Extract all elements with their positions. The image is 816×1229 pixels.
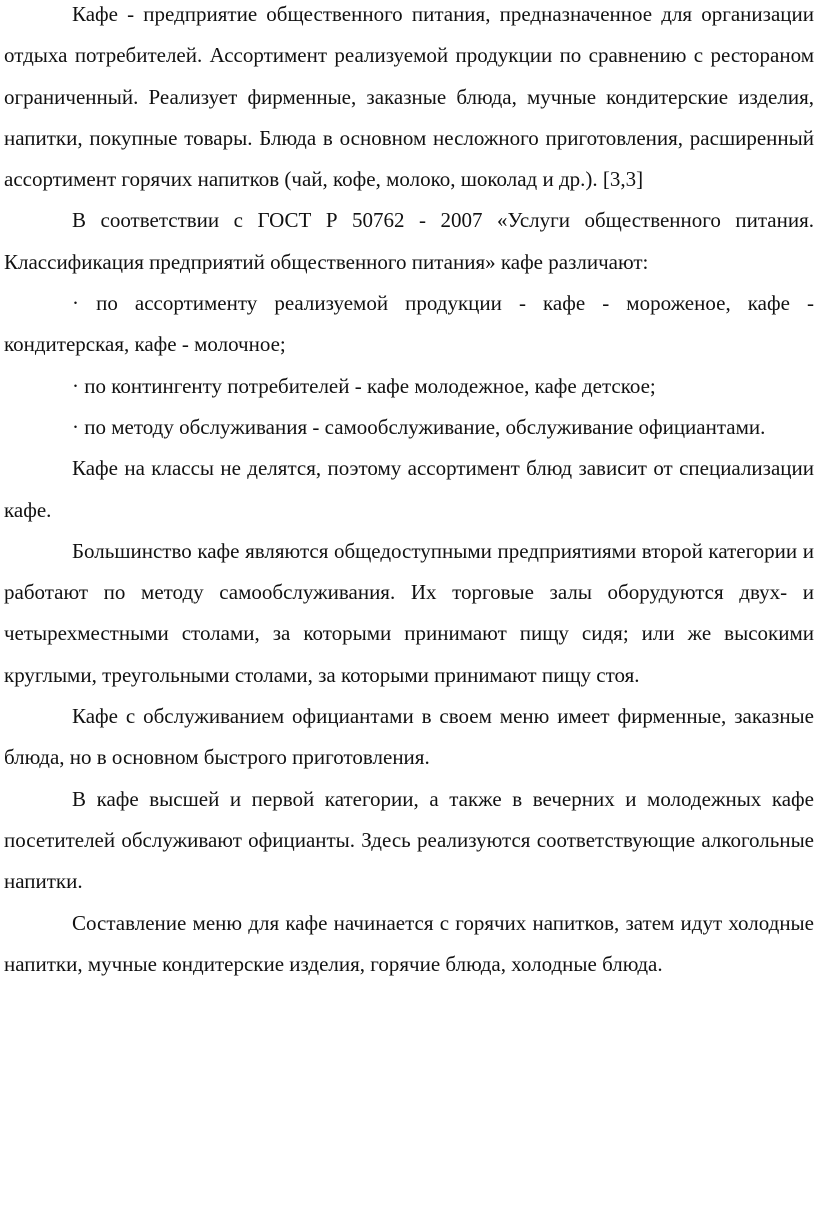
paragraph-menu-order: Составление меню для кафе начинается с горячих напитков, затем идут холодные напитки, мучные кондитерские изделия, горячие блюда, холодные блюда. (4, 910, 814, 976)
paragraph-waiter-service: Кафе с обслуживанием официантами в своем меню имеет фирменные, заказные блюда, но в основном быстрого приготовления. (4, 704, 814, 770)
paragraph-cafe-definition: Кафе - предприятие общественного питания, предназначенное для организации отдыха потребителей. Ассортимент реализуемой продукции по сравнению с рестораном ограниченный. Реализует фирменные, заказные блюда, мучные кондитерские изделия, напитки, покупные товары. Блюда в основном несложного приготовления, расширенный ассортимент горячих напитков (чай, кофе, молоко, шоколад и др.). [3,3] (4, 2, 814, 192)
list-item-by-service-method: · по методу обслуживания - самообслуживание, обслуживание официантами. (72, 414, 766, 439)
paragraph-no-classes: Кафе на классы не делятся, поэтому ассортимент блюд зависит от специализации кафе. (4, 456, 814, 522)
paragraph-gost-classification: В соответствии с ГОСТ Р 50762 - 2007 «Услуги общественного питания. Классификация предприятий общественного питания» кафе различают: (4, 208, 814, 274)
paragraph-higher-category: В кафе высшей и первой категории, а также в вечерних и молодежных кафе посетителей обслуживают официанты. Здесь реализуются соответствующие алкогольные напитки. (4, 786, 814, 894)
list-item-by-consumers: · по контингенту потребителей - кафе молодежное, кафе детское; (72, 373, 656, 398)
document-page (4, 0, 814, 985)
list-item-by-assortment: · по ассортименту реализуемой продукции - кафе - мороженое, кафе - кондитерская, кафе - молочное; (4, 291, 814, 357)
paragraph-majority-cafes: Большинство кафе являются общедоступными предприятиями второй категории и работают по методу самообслуживания. Их торговые залы оборудуются двух- и четырехместными столами, за которыми принимают пищу сидя; или же высокими круглыми, треугольными столами, за которыми принимают пищу стоя. (4, 538, 814, 687)
